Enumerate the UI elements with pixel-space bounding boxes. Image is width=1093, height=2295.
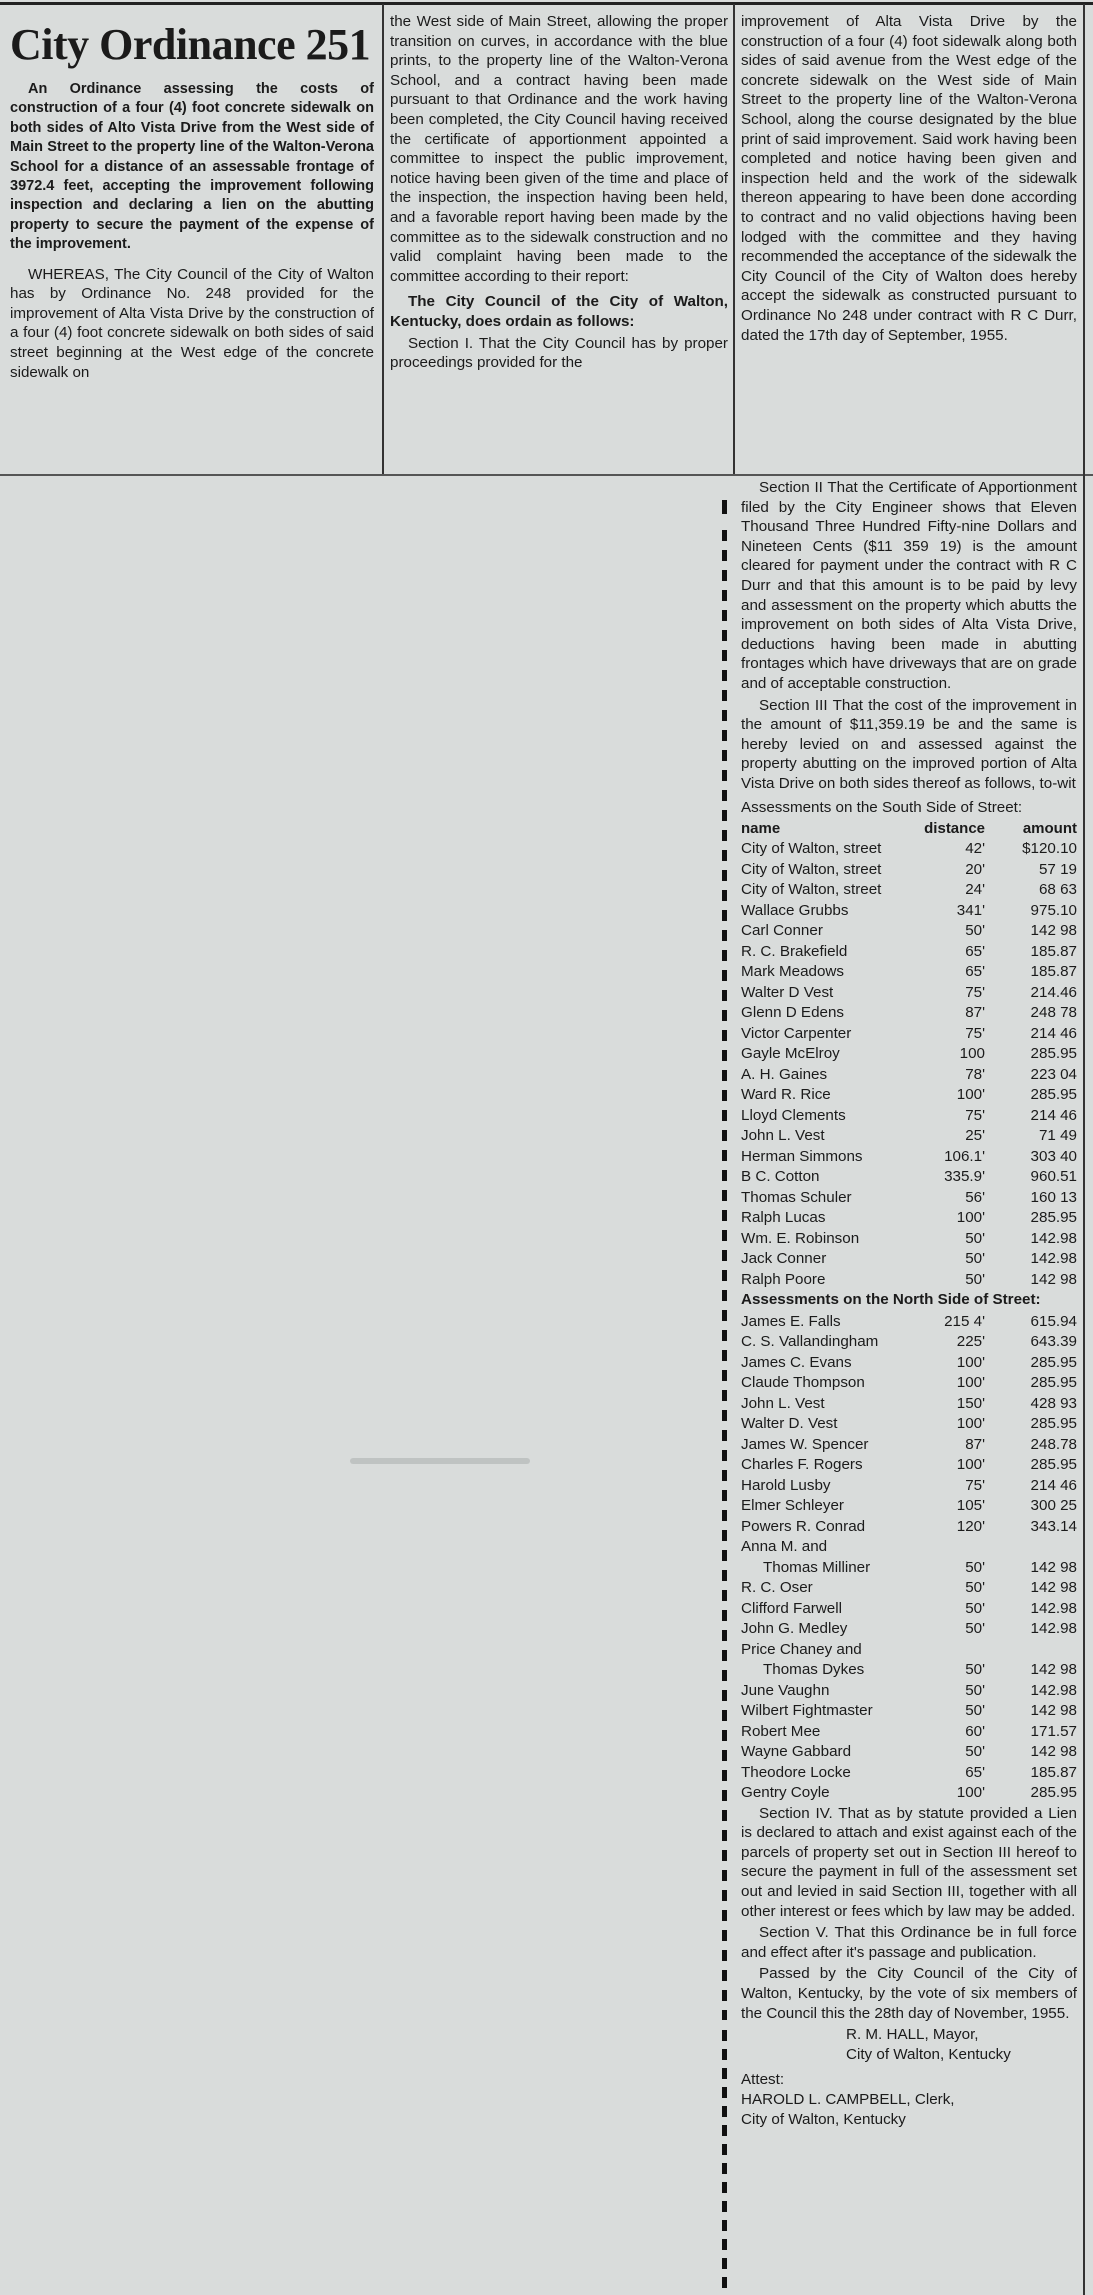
assessment-name: Gayle McElroy xyxy=(741,1045,840,1063)
table-row xyxy=(741,1003,1077,1024)
assessment-amount xyxy=(985,1640,1077,1661)
table-row xyxy=(741,1640,1077,1661)
table-row xyxy=(741,1763,1077,1784)
assessment-amount: 142.98 xyxy=(1030,1250,1077,1268)
assessment-amount: 142.98 xyxy=(1030,1620,1077,1638)
assessment-name: City of Walton, street xyxy=(741,881,882,899)
assessment-name: Price Chaney and xyxy=(741,1640,862,1658)
table-row xyxy=(741,1578,1077,1599)
assessment-amount: 142.98 xyxy=(1030,1229,1077,1247)
assessment-name: Wilbert Fightmaster xyxy=(741,1702,873,1720)
assessment-name: R. C. Oser xyxy=(741,1579,813,1597)
section-divider xyxy=(0,474,1093,476)
table-row xyxy=(741,1455,1077,1476)
assessment-amount: 643.39 xyxy=(1030,1333,1077,1351)
assessment-distance: 65' xyxy=(965,942,985,960)
assessment-name: Robert Mee xyxy=(741,1722,821,1740)
assessment-name: James W. Spencer xyxy=(741,1435,869,1453)
assessment-name: City of Walton, street xyxy=(741,840,882,858)
assessment-distance xyxy=(907,1537,985,1558)
assessment-name: Elmer Schleyer xyxy=(741,1497,844,1515)
attest-label: Attest: xyxy=(741,2071,785,2089)
section-2-text: Section II That the Certificate of Apportionment filed by the City Engineer shows that Eleven Thousand Three Hundred Fifty-nine Dollars and Nineteen Cents ($11 359 19) is the amount cleared for payment under the contract with R C Durr and that this amount is to be paid by levy and assessment on the property which abutts the improvement on both sides of Alta Vista Drive, deductions having been made in abutting frontages which have driveways that are on grade and of acceptable construction. xyxy=(741,479,1077,692)
assessment-amount: 185.87 xyxy=(1030,963,1077,981)
assessment-distance: 100' xyxy=(956,1784,985,1802)
table-row xyxy=(741,983,1077,1004)
assessment-amount: 214.46 xyxy=(1030,983,1077,1001)
assessment-distance: 100' xyxy=(956,1353,985,1371)
assessment-distance: 215 4' xyxy=(944,1312,985,1330)
section-3-text: Section III That the cost of the improvement in the amount of $11,359.19 be and the same is hereby levied on and assessed against the property abutting on the improved portion of Alta Vista Drive on both sides thereof as follows, to-wit xyxy=(741,696,1077,792)
assessment-amount: 142 98 xyxy=(1030,1558,1077,1576)
north-heading: Assessments on the North Side of Street: xyxy=(741,1291,1041,1309)
table-row xyxy=(741,942,1077,963)
assessment-distance: 78' xyxy=(965,1065,985,1083)
assessment-distance: 75' xyxy=(965,1024,985,1042)
assessment-name: Walter D Vest xyxy=(741,983,834,1001)
assessment-distance: 50' xyxy=(965,1743,985,1761)
assessment-name: Wayne Gabbard xyxy=(741,1743,852,1761)
assessment-distance: 100' xyxy=(956,1374,985,1392)
ordain-heading: The City Council of the City of Walton, Kentucky, does ordain as follows: xyxy=(390,293,728,330)
assessment-distance: 100 xyxy=(959,1045,985,1063)
assessment-name: Ward R. Rice xyxy=(741,1086,831,1104)
assessment-amount: 142 98 xyxy=(1030,922,1077,940)
assessment-name: John G. Medley xyxy=(741,1620,848,1638)
assessment-name: Glenn D Edens xyxy=(741,1004,844,1022)
assessment-name: Thomas Dykes xyxy=(763,1661,865,1679)
assessment-distance: 60' xyxy=(965,1722,985,1740)
assessment-name: City of Walton, street xyxy=(741,860,882,878)
assessment-name: John L. Vest xyxy=(741,1127,825,1145)
table-row xyxy=(741,1188,1077,1209)
assessment-distance: 50' xyxy=(965,922,985,940)
col-header-amount: amount xyxy=(1022,820,1077,838)
margin-ticks xyxy=(722,500,727,514)
assessment-amount: 160 13 xyxy=(1030,1188,1077,1206)
assessment-distance: 50' xyxy=(965,1250,985,1268)
assessment-name: Lloyd Clements xyxy=(741,1106,846,1124)
table-row xyxy=(741,1085,1077,1106)
table-row xyxy=(741,1024,1077,1045)
table-row xyxy=(741,901,1077,922)
south-heading: Assessments on the South Side of Street: xyxy=(741,798,1023,816)
assessment-amount: 214 46 xyxy=(1030,1106,1077,1124)
assessment-distance: 341' xyxy=(956,901,985,919)
top-rule xyxy=(0,2,1093,5)
clerk-city: City of Walton, Kentucky xyxy=(741,2110,906,2128)
table-row xyxy=(741,1783,1077,1804)
table-row xyxy=(741,1126,1077,1147)
assessment-distance: 100' xyxy=(956,1086,985,1104)
table-row xyxy=(741,1660,1077,1681)
column-rule xyxy=(1083,4,1085,2295)
assessment-distance: 25' xyxy=(965,1127,985,1145)
column-3 xyxy=(741,12,1077,347)
table-row xyxy=(741,1394,1077,1415)
assessment-amount: 68 63 xyxy=(1038,881,1077,899)
mayor-signature: R. M. HALL, Mayor, xyxy=(846,2026,979,2044)
assessment-distance: 100' xyxy=(956,1415,985,1433)
assessment-name: B C. Cotton xyxy=(741,1168,820,1186)
assessment-amount: 285.95 xyxy=(1030,1415,1077,1433)
assessment-distance: 105' xyxy=(956,1497,985,1515)
assessment-distance: 50' xyxy=(965,1702,985,1720)
assessment-column xyxy=(741,478,1077,2129)
assessment-distance: 24' xyxy=(965,881,985,899)
assessment-amount: 142 98 xyxy=(1030,1743,1077,1761)
whereas-paragraph: WHEREAS, The City Council of the City of Walton has by Ordinance No. 248 provided for the improvement of Alta Vista Drive by the construction of a four (4) foot concrete sidewalk on both sides of said street beginning at the West edge of the concrete sidewalk on xyxy=(10,265,374,381)
assessment-distance: 120' xyxy=(956,1517,985,1535)
table-row xyxy=(741,1742,1077,1763)
assessment-name: C. S. Vallandingham xyxy=(741,1333,879,1351)
assessment-name: Anna M. and xyxy=(741,1538,828,1556)
assessment-amount: 142 98 xyxy=(1030,1270,1077,1288)
table-row xyxy=(741,860,1077,881)
assessment-amount: 975.10 xyxy=(1030,901,1077,919)
assessment-distance: 87' xyxy=(965,1004,985,1022)
assessment-name: Powers R. Conrad xyxy=(741,1517,866,1535)
assessment-distance: 225' xyxy=(956,1333,985,1351)
table-row xyxy=(741,1065,1077,1086)
table-row xyxy=(741,1701,1077,1722)
assessment-amount: 960.51 xyxy=(1030,1168,1077,1186)
table-row xyxy=(741,1599,1077,1620)
assessment-amount: 285.95 xyxy=(1030,1353,1077,1371)
clerk-signature: HAROLD L. CAMPBELL, Clerk, xyxy=(741,2091,955,2108)
table-row xyxy=(741,1496,1077,1517)
col-header-distance: distance xyxy=(924,820,985,838)
assessment-distance: 65' xyxy=(965,963,985,981)
assessment-distance: 56' xyxy=(965,1188,985,1206)
margin-ticks xyxy=(722,530,727,2020)
assessment-name: Carl Conner xyxy=(741,922,823,940)
assessment-amount: 71 49 xyxy=(1038,1127,1077,1145)
assessment-amount: 171.57 xyxy=(1030,1722,1077,1740)
south-assessment-table xyxy=(741,819,1077,1290)
column-3-text: improvement of Alta Vista Drive by the construction of a four (4) foot sidewalk along both sides of said avenue from the West edge of the concrete sidewalk on the West side of Main Street to the property line of the Walton-Verona School, along the course designated by the blue print of said improvement. Said work having been completed and notice having been given and inspection held and the work of the sidewalk thereon appearing to have been done according to contract and no valid objections having been lodged with the committee and they having recommended the acceptance of the sidewalk the City Council of the City of Walton does hereby accept the sidewalk as constructed pursuant to Ordinance No 248 under contract with R C Durr, dated the 17th day of September, 1955. xyxy=(741,13,1077,344)
assessment-distance: 50' xyxy=(965,1579,985,1597)
assessment-name: Walter D. Vest xyxy=(741,1415,838,1433)
assessment-amount: 428 93 xyxy=(1030,1394,1077,1412)
table-row xyxy=(741,1558,1077,1579)
assessment-name: James E. Falls xyxy=(741,1312,841,1330)
section-4-text: Section IV. That as by statute provided a Lien is declared to attach and exist against each of the parcels of property set out in Section III hereof to secure the payment in full of the assessment set out and levied in said Section III, together with all other interest or fees which by law may be added. xyxy=(741,1804,1077,1920)
assessment-amount: 285.95 xyxy=(1030,1374,1077,1392)
assessment-distance: 335.9' xyxy=(944,1168,985,1186)
assessment-amount: 185.87 xyxy=(1030,1763,1077,1781)
margin-ticks xyxy=(722,2030,727,2295)
assessment-amount: 142.98 xyxy=(1030,1599,1077,1617)
table-row xyxy=(741,1044,1077,1065)
passage-statement: Passed by the City Council of the City of Walton, Kentucky, by the vote of six members of the Council this the 28th day of November, 1955. xyxy=(741,1965,1077,2022)
assessment-amount: 285.95 xyxy=(1030,1209,1077,1227)
table-row xyxy=(741,1537,1077,1558)
print-smudge xyxy=(350,1458,530,1464)
assessment-distance: 42' xyxy=(965,840,985,858)
assessment-amount: 185.87 xyxy=(1030,942,1077,960)
assessment-distance: 150' xyxy=(956,1394,985,1412)
assessment-amount: 285.95 xyxy=(1030,1045,1077,1063)
assessment-name: R. C. Brakefield xyxy=(741,942,848,960)
column-1 xyxy=(10,6,374,384)
assessment-name: Herman Simmons xyxy=(741,1147,863,1165)
north-assessment-table xyxy=(741,1312,1077,1804)
assessment-amount: 214 46 xyxy=(1030,1476,1077,1494)
table-row xyxy=(741,1353,1077,1374)
assessment-name: Ralph Poore xyxy=(741,1270,826,1288)
assessment-distance: 50' xyxy=(965,1661,985,1679)
table-row xyxy=(741,1435,1077,1456)
table-row xyxy=(741,1229,1077,1250)
assessment-distance: 75' xyxy=(965,1476,985,1494)
assessment-distance: 75' xyxy=(965,983,985,1001)
ordinance-summary: An Ordinance assessing the costs of construction of a four (4) foot concrete sidewalk on both sides of Alto Vista Drive from the West side of Main Street to the property line of the Walton-Verona School for a distance of an assessable frontage of 3972.4 feet, accepting the improvement following inspection and declaring a lien on the abutting property to secure the payment of the expense of the improvement. xyxy=(10,81,374,253)
assessment-distance: 50' xyxy=(965,1599,985,1617)
table-row xyxy=(741,1722,1077,1743)
assessment-amount: 142.98 xyxy=(1030,1681,1077,1699)
assessment-amount xyxy=(985,1537,1077,1558)
table-row xyxy=(741,1270,1077,1291)
assessment-name: A. H. Gaines xyxy=(741,1065,828,1083)
assessment-name: Jack Conner xyxy=(741,1250,827,1268)
section-1-text: Section I. That the City Council has by proper proceedings provided for the xyxy=(390,334,728,372)
assessment-amount: 285.95 xyxy=(1030,1086,1077,1104)
assessment-name: Ralph Lucas xyxy=(741,1209,826,1227)
assessment-distance: 50' xyxy=(965,1270,985,1288)
col-header-name: name xyxy=(741,820,781,838)
assessment-distance: 87' xyxy=(965,1435,985,1453)
assessment-distance: 50' xyxy=(965,1620,985,1638)
table-row xyxy=(741,1147,1077,1168)
assessment-name: Theodore Locke xyxy=(741,1763,851,1781)
table-row xyxy=(741,839,1077,860)
assessment-amount: 615.94 xyxy=(1030,1312,1077,1330)
column-2-text: the West side of Main Street, allowing the proper transition on curves, in accordance with the blue prints, to the property line of the Walton-Verona School, and a contract having been made pursuant to that Ordinance and the work having been completed, the City Council having received the certificate of apportionment appointed a committee to inspect the public improvement, notice having been given of the time and place of the inspection, the inspection having been held, and a favorable report having been made by the committee as to the sidewalk construction and no valid complaint having been made to the committee according to their report: xyxy=(390,13,728,285)
column-rule xyxy=(382,4,384,474)
table-row xyxy=(741,1476,1077,1497)
assessment-distance: 50' xyxy=(965,1681,985,1699)
table-row xyxy=(741,1106,1077,1127)
table-row xyxy=(741,1619,1077,1640)
assessment-name: Clifford Farwell xyxy=(741,1599,842,1617)
assessment-name: Wallace Grubbs xyxy=(741,901,849,919)
assessment-amount: $120.10 xyxy=(1022,840,1077,858)
assessment-name: Mark Meadows xyxy=(741,963,844,981)
assessment-name: Thomas Milliner xyxy=(763,1558,871,1576)
assessment-amount: 303 40 xyxy=(1030,1147,1077,1165)
assessment-amount: 300 25 xyxy=(1030,1497,1077,1515)
table-row xyxy=(741,1167,1077,1188)
assessment-amount: 285.95 xyxy=(1030,1456,1077,1474)
table-row xyxy=(741,1517,1077,1538)
column-2 xyxy=(390,12,728,375)
table-row xyxy=(741,1332,1077,1353)
assessment-name: Thomas Schuler xyxy=(741,1188,852,1206)
assessment-name: Harold Lusby xyxy=(741,1476,831,1494)
assessment-name: Victor Carpenter xyxy=(741,1024,852,1042)
section-5-text: Section V. That this Ordinance be in full force and effect after it's passage and publication. xyxy=(741,1924,1077,1961)
table-row xyxy=(741,1312,1077,1333)
assessment-amount: 142 98 xyxy=(1030,1661,1077,1679)
assessment-amount: 285.95 xyxy=(1030,1784,1077,1802)
table-row xyxy=(741,1249,1077,1270)
assessment-distance: 20' xyxy=(965,860,985,878)
page-title: City Ordinance 251 xyxy=(10,20,371,69)
table-row xyxy=(741,1414,1077,1435)
assessment-distance: 75' xyxy=(965,1106,985,1124)
assessment-amount: 214 46 xyxy=(1030,1024,1077,1042)
assessment-amount: 223 04 xyxy=(1030,1065,1077,1083)
assessment-distance: 50' xyxy=(965,1558,985,1576)
table-row xyxy=(741,1373,1077,1394)
assessment-name: Gentry Coyle xyxy=(741,1784,830,1802)
assessment-distance: 100' xyxy=(956,1456,985,1474)
assessment-amount: 142 98 xyxy=(1030,1579,1077,1597)
table-row xyxy=(741,1681,1077,1702)
assessment-amount: 57 19 xyxy=(1038,860,1077,878)
assessment-distance: 50' xyxy=(965,1229,985,1247)
assessment-name: Wm. E. Robinson xyxy=(741,1229,860,1247)
assessment-distance: 100' xyxy=(956,1209,985,1227)
assessment-amount: 142 98 xyxy=(1030,1702,1077,1720)
assessment-name: James C. Evans xyxy=(741,1353,852,1371)
assessment-amount: 248 78 xyxy=(1030,1004,1077,1022)
assessment-name: John L. Vest xyxy=(741,1394,825,1412)
mayor-city: City of Walton, Kentucky xyxy=(846,2045,1011,2063)
assessment-distance: 106.1' xyxy=(944,1147,985,1165)
assessment-distance: 65' xyxy=(965,1763,985,1781)
table-row xyxy=(741,962,1077,983)
assessment-amount: 343.14 xyxy=(1030,1517,1077,1535)
table-row xyxy=(741,1208,1077,1229)
column-rule xyxy=(733,4,735,474)
assessment-name: Claude Thompson xyxy=(741,1374,865,1392)
table-row xyxy=(741,921,1077,942)
assessment-amount: 248.78 xyxy=(1030,1435,1077,1453)
table-row xyxy=(741,880,1077,901)
assessment-name: June Vaughn xyxy=(741,1681,830,1699)
assessment-distance xyxy=(907,1640,985,1661)
assessment-name: Charles F. Rogers xyxy=(741,1456,863,1474)
